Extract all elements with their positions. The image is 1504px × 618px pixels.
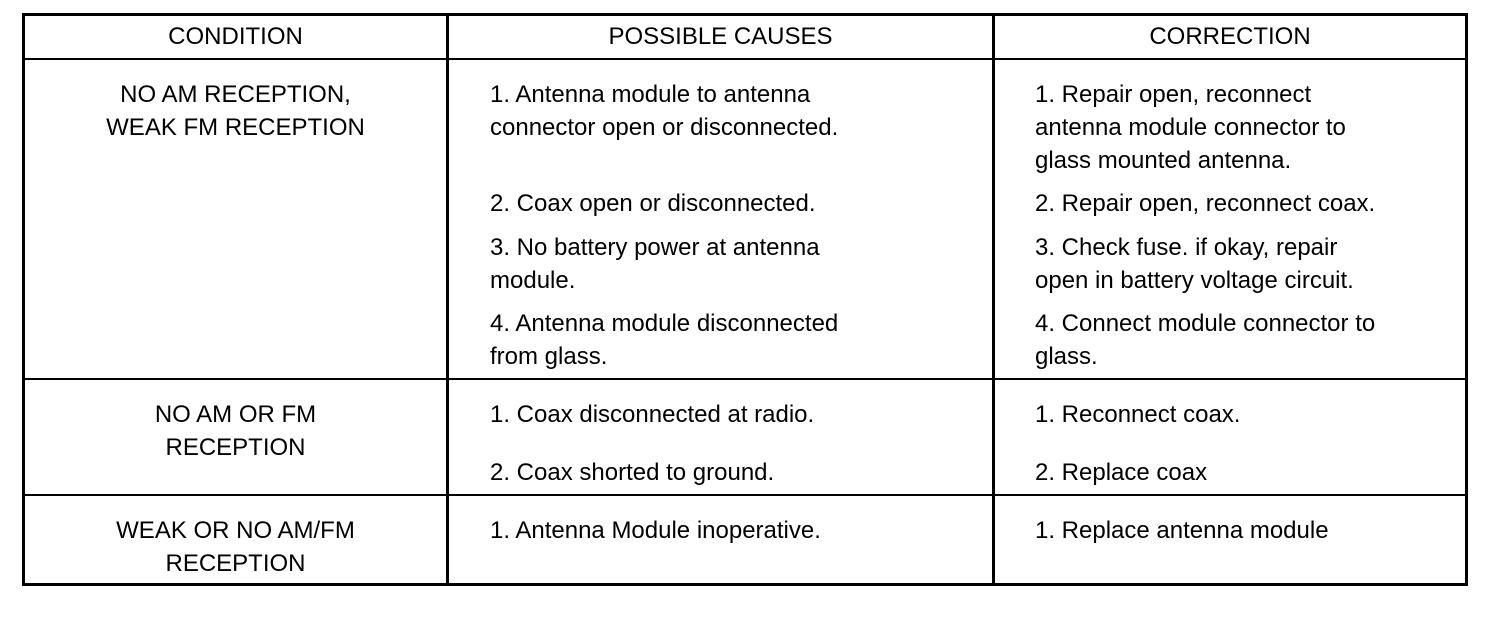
header-possible-causes: POSSIBLE CAUSES: [608, 23, 833, 50]
correction-row-1-item-1-line-2: antenna module connector to: [1035, 114, 1346, 141]
correction-row-1-item-3-line-2: open in battery voltage circuit.: [1035, 267, 1354, 294]
column-divider-2: [992, 16, 995, 583]
cause-row-1-item-3-line-1: 3. No battery power at antenna: [490, 234, 820, 261]
correction-row-1-item-4-line-2: glass.: [1035, 343, 1098, 370]
correction-row-2-item-2: 2. Replace coax: [1035, 459, 1208, 486]
condition-row-3-line-1: WEAK OR NO AM/FM: [116, 517, 355, 544]
correction-row-2-item-1: 1. Reconnect coax.: [1035, 401, 1241, 428]
condition-row-2-line-2: RECEPTION: [165, 434, 306, 461]
condition-row-2-line-1: NO AM OR FM: [154, 401, 317, 428]
row-divider-2: [25, 494, 1465, 496]
cause-row-1-item-1-line-1: 1. Antenna module to antenna: [490, 81, 811, 108]
cause-row-3-item-1: 1. Antenna Module inoperative.: [490, 517, 821, 544]
correction-row-1-item-4-line-1: 4. Connect module connector to: [1035, 310, 1376, 337]
column-divider-1: [446, 16, 449, 583]
header-condition: CONDITION: [168, 23, 303, 50]
cause-row-2-item-2: 2. Coax shorted to ground.: [490, 459, 775, 486]
cause-row-1-item-4-line-2: from glass.: [490, 343, 608, 370]
header-divider: [25, 58, 1465, 60]
cause-row-1-item-2-line-1: 2. Coax open or disconnected.: [490, 190, 816, 217]
cause-row-1-item-3-line-2: module.: [490, 267, 576, 294]
cause-row-2-item-1: 1. Coax disconnected at radio.: [490, 401, 815, 428]
header-correction: CORRECTION: [1149, 23, 1311, 50]
condition-row-1-line-2: WEAK FM RECEPTION: [106, 114, 365, 141]
cause-row-1-item-1-line-2: connector open or disconnected.: [490, 114, 839, 141]
cause-row-1-item-4-line-1: 4. Antenna module disconnected: [490, 310, 839, 337]
condition-row-1-line-1: NO AM RECEPTION,: [120, 81, 351, 108]
correction-row-3-item-1: 1. Replace antenna module: [1035, 517, 1329, 544]
correction-row-1-item-3-line-1: 3. Check fuse. if okay, repair: [1035, 234, 1338, 261]
correction-row-1-item-1-line-3: glass mounted antenna.: [1035, 147, 1292, 174]
troubleshooting-table: [22, 13, 1468, 586]
condition-row-3-line-2: RECEPTION: [165, 550, 306, 577]
correction-row-1-item-2-line-1: 2. Repair open, reconnect coax.: [1035, 190, 1376, 217]
correction-row-1-item-1-line-1: 1. Repair open, reconnect: [1035, 81, 1312, 108]
row-divider-1: [25, 378, 1465, 380]
